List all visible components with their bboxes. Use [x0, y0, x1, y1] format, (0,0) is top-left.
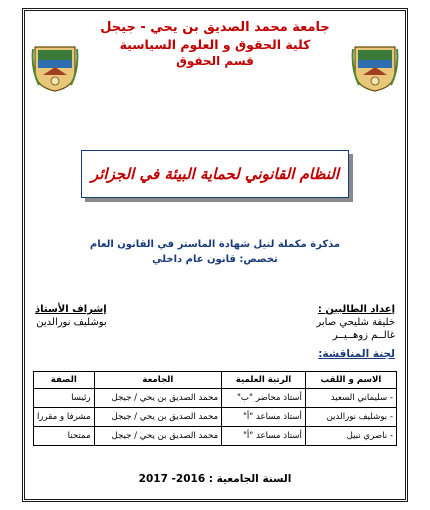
- member-university: محمد الصديق بن يحي / جيجل: [94, 389, 222, 408]
- table-row: [34, 389, 397, 408]
- member-role: مشرفا و مقررا: [34, 408, 95, 427]
- member-university: محمد الصديق بن يحي / جيجل: [94, 408, 222, 427]
- member-name: - بوشليف نورالدين: [305, 408, 396, 427]
- table-row: [34, 427, 397, 446]
- student-name: خليفة شليحي صابر: [316, 317, 395, 328]
- supervisor-heading: إشراف الأستاذ: [35, 304, 107, 315]
- supervisor-name: بوشليف نورالدين: [36, 317, 107, 328]
- supervisor-section: [35, 303, 107, 329]
- university-header: [25, 19, 405, 70]
- thesis-title: النظام القانوني لحماية البيئة في الجزائر: [90, 165, 340, 183]
- member-name: - سليماني السعيد: [305, 389, 396, 408]
- thesis-title-box: [81, 150, 349, 198]
- member-name: - ناصري نبيل: [305, 427, 396, 446]
- member-university: محمد الصديق بن يحي / جيجل: [94, 427, 222, 446]
- memo-line-degree: مذكرة مكملة لنيل شهادة الماستر في القانون العام: [89, 239, 341, 250]
- column-header: الرتبة العلمية: [222, 372, 306, 389]
- member-rank: أستاذ مساعد "أ": [222, 408, 306, 427]
- department-name: قسم الحقوق: [176, 54, 254, 68]
- member-role: ممتحنا: [34, 427, 95, 446]
- students-heading: إعداد الطالبين :: [317, 304, 395, 315]
- committee-heading: لجنة المناقشة:: [318, 348, 395, 360]
- column-header: الصفة: [34, 372, 95, 389]
- memo-line-specialty: تخصص: قانون عام داخلي: [152, 254, 278, 265]
- memo-description: [25, 237, 405, 267]
- university-name: جامعة محمد الصديق بن يحي - جيجل: [100, 20, 330, 35]
- academic-year: السنة الجامعية : 2016- 2017: [138, 473, 292, 485]
- table-header-row: [34, 372, 397, 389]
- faculty-name: كلية الحقوق و العلوم السياسية: [119, 37, 311, 52]
- thesis-cover-page: [22, 8, 408, 502]
- member-role: رئيسا: [34, 389, 95, 408]
- student-name: غالــم زوهــيــر: [332, 330, 395, 341]
- table-row: [34, 408, 397, 427]
- committee-table: [33, 371, 397, 446]
- column-header: الجامعة: [94, 372, 222, 389]
- member-rank: أستاذ محاضر "ب": [222, 389, 306, 408]
- column-header: الاسم و اللقب: [305, 372, 396, 389]
- students-section: [316, 303, 395, 342]
- member-rank: أستاذ مساعد "أ": [222, 427, 306, 446]
